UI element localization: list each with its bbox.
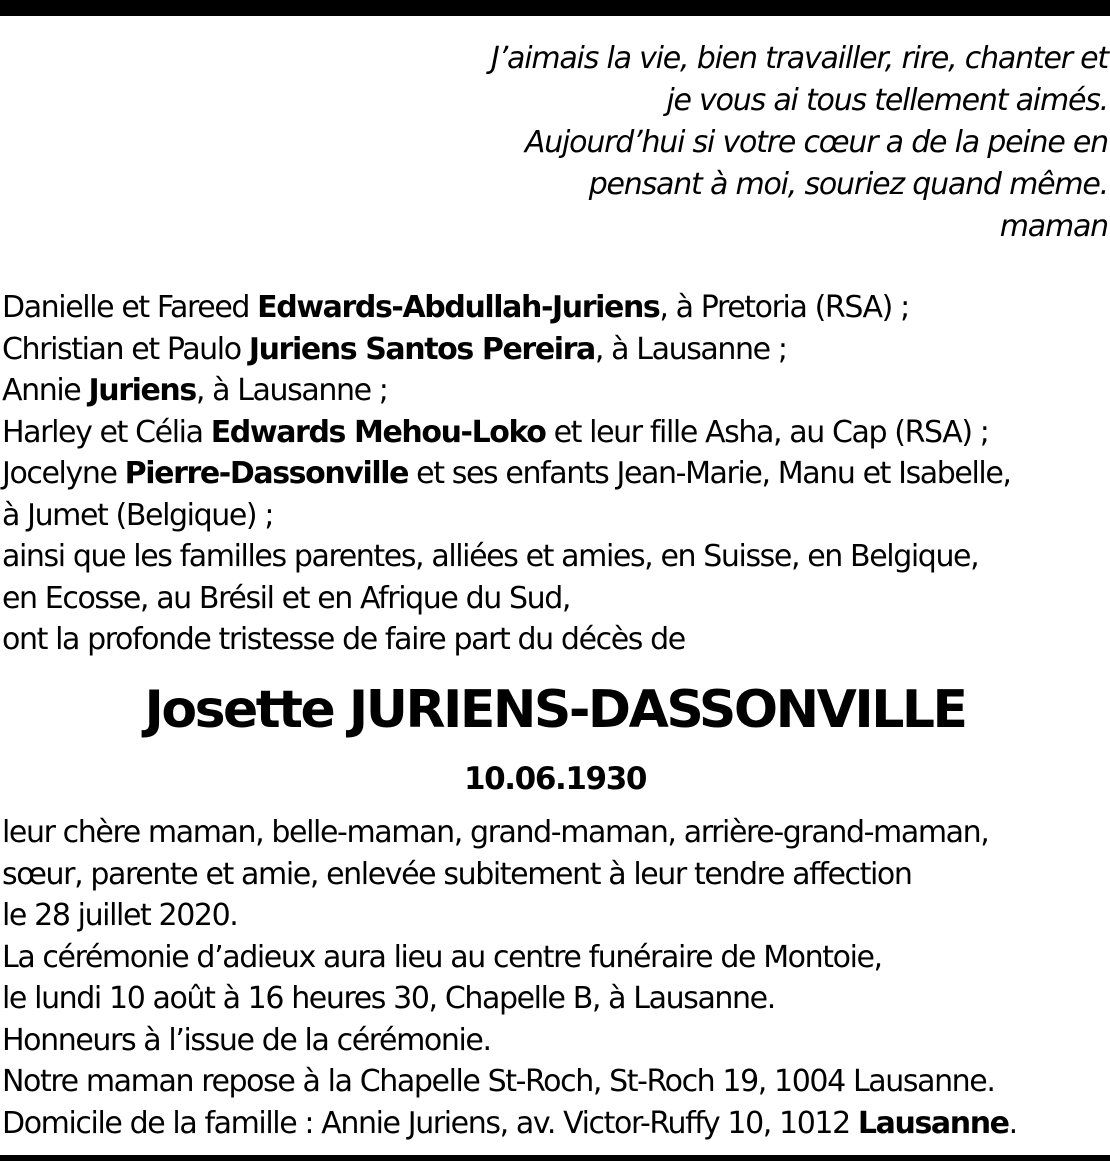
family-text: , à Pretoria (RSA) ; <box>659 290 909 325</box>
address-text: . <box>1008 1105 1017 1141</box>
details-line <box>2 1103 1017 1145</box>
family-text: et ses enfants Jean-Marie, Manu et Isabelle, <box>408 456 1011 491</box>
family-line <box>2 370 1011 412</box>
epitaph-poem <box>491 38 1108 248</box>
family-line <box>2 453 1011 495</box>
birth-date: 10.06.1930 <box>463 761 647 797</box>
details-line: sœur, parente et amie, enlevée subitement à leur tendre affection <box>2 856 912 892</box>
family-text: , à Lausanne ; <box>594 331 787 367</box>
poem-line: J’aimais la vie, bien travailler, rire, chanter et <box>491 41 1108 76</box>
family-surname: Juriens Santos Pereira <box>248 331 595 367</box>
poem-line: je vous ai tous tellement aimés. <box>666 83 1108 118</box>
family-line: à Jumet (Belgique) ; <box>2 497 274 533</box>
family-text: Christian et Paulo <box>2 331 249 367</box>
poem-line: Aujourd’hui si votre cœur a de la peine en <box>524 125 1108 160</box>
address-text: Domicile de la famille : Annie Juriens, av. Victor-Ruffy 10, 1012 <box>2 1105 858 1141</box>
family-text: et leur fille Asha, au Cap (RSA) ; <box>545 414 989 450</box>
details-line: leur chère maman, belle-maman, grand-maman, arrière-grand-maman, <box>2 815 989 850</box>
family-line <box>2 287 1011 329</box>
family-text: Jocelyne <box>2 456 125 491</box>
poem-line: pensant à moi, souriez quand même. <box>588 167 1108 202</box>
family-surname: Edwards-Abdullah-Juriens <box>257 290 660 325</box>
family-announcement <box>2 287 1011 661</box>
announcement-line: ont la profonde tristesse de faire part du décès de <box>2 622 685 657</box>
family-surname: Juriens <box>88 373 196 408</box>
address-city: Lausanne <box>857 1105 1009 1141</box>
details-line: Honneurs à l’issue de la cérémonie. <box>2 1022 491 1058</box>
bottom-rule <box>0 1155 1110 1161</box>
top-rule <box>0 0 1110 16</box>
family-line: ainsi que les familles parentes, alliées et amies, en Suisse, en Belgique, <box>2 539 979 574</box>
family-text: Danielle et Fareed <box>2 290 258 325</box>
details-line: Notre maman repose à la Chapelle St-Roch, St-Roch 19, 1004 Lausanne. <box>2 1064 995 1099</box>
details-line: La cérémonie d’adieux aura lieu au centre funéraire de Montoie, <box>2 939 882 975</box>
family-surname: Pierre-Dassonville <box>124 456 409 491</box>
family-line <box>2 412 1011 454</box>
family-line <box>2 329 1011 371</box>
family-surname: Edwards Mehou-Loko <box>210 414 546 450</box>
family-line: en Ecosse, au Brésil et en Afrique du Sud, <box>2 580 571 616</box>
details-line: le 28 juillet 2020. <box>2 898 238 933</box>
family-text: Harley et Célia <box>2 414 211 450</box>
poem-signature: maman <box>999 209 1108 244</box>
family-text: Annie <box>2 373 89 408</box>
deceased-name: Josette JURIENS-DASSONVILLE <box>144 680 966 740</box>
family-text: , à Lausanne ; <box>195 373 388 408</box>
ceremony-details <box>2 812 1017 1144</box>
details-line: le lundi 10 août à 16 heures 30, Chapelle B, à Lausanne. <box>2 981 775 1016</box>
